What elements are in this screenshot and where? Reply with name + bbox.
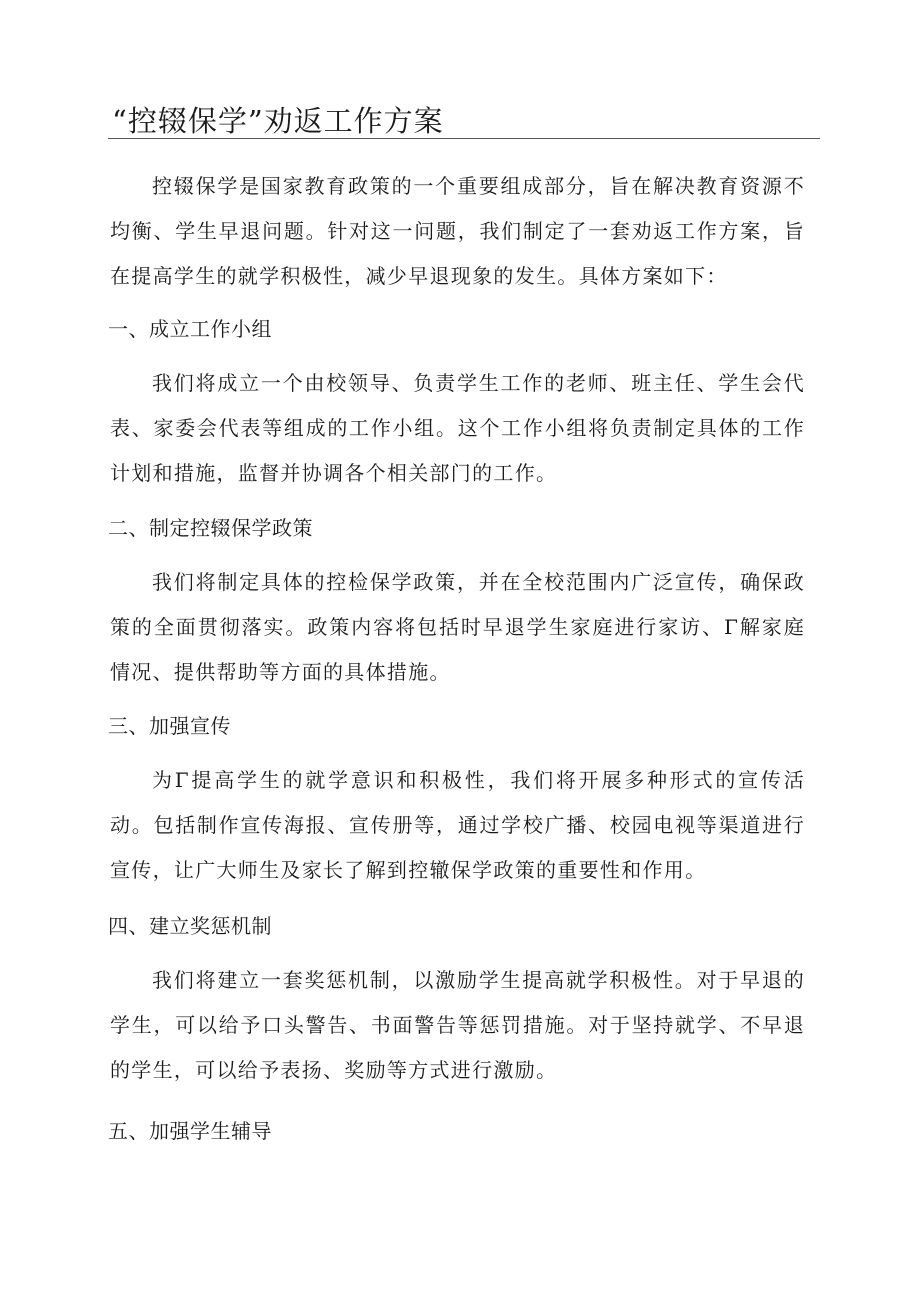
document-title: “控辍保学”劝返工作方案 <box>112 104 444 138</box>
title-underline <box>108 138 820 139</box>
section-heading-2: 二、制定控辍保学政策 <box>108 516 313 540</box>
section-body-2: 我们将制定具体的控检保学政策，并在全校范围内广泛宣传，确保政策的全面贯彻落实。政策内容将包括时早退学生家庭进行家访、Γ解家庭 情况、提供帮助等方面的具体措施。 <box>110 570 805 684</box>
section-body-3: 为Γ提高学生的就学意识和积极性，我们将开展多种形式的宣传活动。包括制作宣传海报、宣传册等，通过学校广播、校园电视等渠道进行宣传，让广大师生及家长了解到控辙保学政策的重要性和作用。 <box>110 768 805 882</box>
intro-paragraph: 控辍保学是国家教育政策的一个重要组成部分，旨在解决教育资源不均衡、学生早退问题。针对这一问题，我们制定了一套劝返工作方案，旨在提高学生的就学积极性，减少早退现象的发生。具体方案如下： <box>110 174 805 288</box>
section-heading-1: 一、成立工作小组 <box>108 317 272 341</box>
section-heading-3: 三、加强宣传 <box>108 714 231 738</box>
section-heading-4: 四、建立奖惩机制 <box>108 914 272 938</box>
section-body-4: 我们将建立一套奖惩机制，以激励学生提高就学积极性。对于早退的学生，可以给予口头警告、书面警告等惩罚措施。对于坚持就学、不早退的学生，可以给予表扬、奖励等方式进行激励。 <box>110 968 805 1082</box>
section-body-1: 我们将成立一个由校领导、负责学生工作的老师、班主任、学生会代表、家委会代表等组成的工作小组。这个工作小组将负责制定具体的工作计划和措施，监督并协调各个相关部门的工作。 <box>110 371 805 485</box>
section-heading-5: 五、加强学生辅导 <box>108 1119 272 1143</box>
